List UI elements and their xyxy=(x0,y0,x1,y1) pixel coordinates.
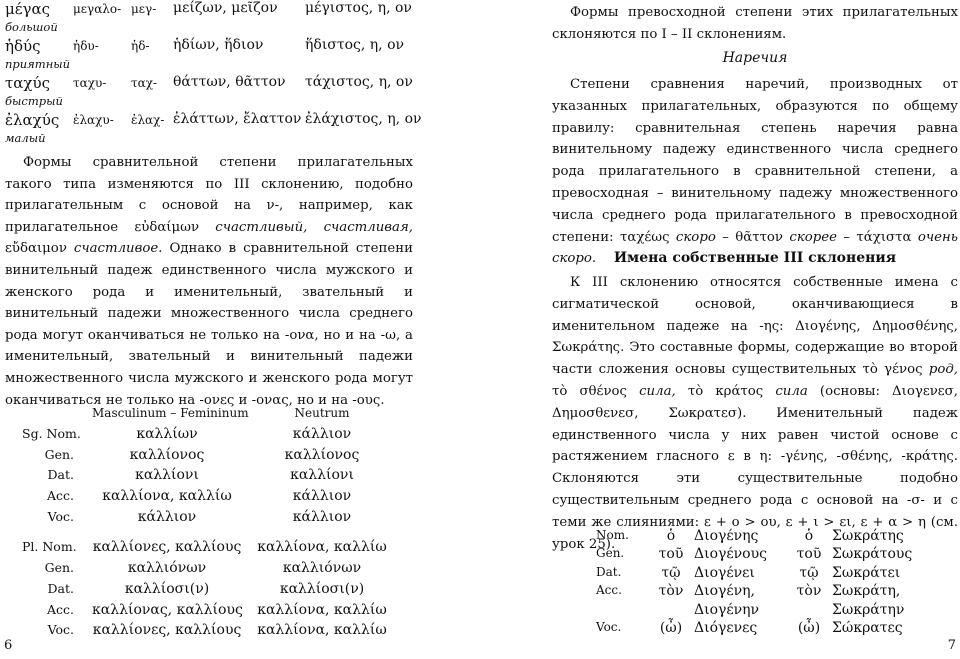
comparative-form: ἡδίων, ἥδιον xyxy=(173,37,264,53)
positive-form: ταχύς xyxy=(5,74,51,92)
case-label: Pl. Nom. xyxy=(22,539,77,555)
header-masculine-feminine: Masculinum – Femininum xyxy=(92,406,249,420)
article: (ὦ) xyxy=(659,619,683,636)
case-label: Gen. xyxy=(44,446,74,462)
comparison-table xyxy=(5,0,465,148)
declension-header xyxy=(22,404,462,426)
superlative-form: ἥδιστος, η, ον xyxy=(305,37,405,53)
declension-row xyxy=(22,602,462,623)
paragraph-italic: скоро xyxy=(675,229,716,245)
paragraph-text: Степени сравнения наречий, производных от указанных прилагательных, образуются по общему правилу: сравнительная степень наречия равна винительному падежу единственного числа среднего рода прилагательного в сравнительной степени, а превосходная – винительному падежу множественного числа среднего рода прилагательного в превосходной степени: ταχέως xyxy=(552,77,958,245)
superlative-form: μέγιστος, η, ον xyxy=(305,0,412,16)
paragraph-text: τὸ κράτος xyxy=(675,383,776,399)
case-label: Voc. xyxy=(47,508,74,524)
superlative-intro xyxy=(552,2,958,46)
stem-superlative: ἡδ- xyxy=(131,39,150,53)
form-n: καλλίονα, καλλίω xyxy=(257,601,387,618)
declension-row xyxy=(22,581,462,602)
form-mf: καλλιόνων xyxy=(127,560,207,577)
form-n: καλλιόνων xyxy=(282,560,362,577)
form-mf: καλλίονος xyxy=(129,446,205,463)
adverbs-paragraph xyxy=(552,74,958,270)
diogenes-form: Διογένει xyxy=(694,564,755,581)
paragraph-italic: счастливое. xyxy=(73,241,163,257)
stem-comparative: ἐλαχυ- xyxy=(73,113,114,127)
article: τοῦ xyxy=(796,546,822,563)
case-label: Dat. xyxy=(47,467,74,483)
paragraph-text: К III склонению относятся собственные имена с сигматической основой, оканчивающиеся в именительном падеже на -ης: Διογένης, Δημοσθένης, Σωκράτης. Это составные формы, содержащие во второй части сложения основы существительных τὸ γένος xyxy=(552,275,958,378)
form-mf: καλλίονα, καλλίω xyxy=(102,488,232,505)
stem-comparative: ταχυ- xyxy=(73,76,107,90)
diogenes-form: Διογένης xyxy=(694,528,759,544)
form-n: καλλίονα, καλλίω xyxy=(257,539,387,556)
proper-names-heading: Имена собственные III склонения xyxy=(613,250,897,266)
form-n: καλλίοσι(ν) xyxy=(279,580,365,597)
form-n: κάλλιον xyxy=(292,508,352,525)
comparative-form: μείζων, μεῖζον xyxy=(173,0,278,16)
superlative-form: ἐλάχιστος, η, ον xyxy=(305,111,422,127)
case-label: Gen. xyxy=(596,546,625,561)
declension-row xyxy=(22,539,462,560)
paragraph-text: Формы сравнительной степени прилагательных такого типа изменяются по III склонению, подобно прилагательным с основой на ν-, например, как прилагательное εὐδαίμων xyxy=(5,155,413,235)
paragraph-italic: сила, xyxy=(639,383,676,399)
form-n: καλλίονα, καλλίω xyxy=(257,622,387,639)
case-label: Dat. xyxy=(596,564,622,579)
form-n: καλλίονι xyxy=(290,467,354,484)
names-row xyxy=(596,546,916,564)
article: (ὦ) xyxy=(797,619,821,636)
socrates-form: Σωκράτην xyxy=(832,601,905,618)
paragraph-italic: сила xyxy=(775,383,808,399)
paragraph-text: – θᾶττον xyxy=(715,229,790,245)
paragraph-italic: счастливый, счастливая, xyxy=(215,219,413,235)
diogenes-form: Διογένους xyxy=(694,546,767,563)
article: τοῦ xyxy=(658,546,684,563)
comparative-declension-paragraph xyxy=(5,152,413,411)
diogenes-form: Διογένη, xyxy=(694,583,755,600)
stem-comparative: μεγαλο- xyxy=(73,2,122,16)
declension-row xyxy=(22,509,462,530)
declension-row xyxy=(22,447,462,468)
diogenes-form: Διογένην xyxy=(694,601,760,618)
meaning: быстрый xyxy=(5,94,63,108)
positive-form: μέγας xyxy=(5,0,51,18)
comparative-form: ἐλάττων, ἔλαττον xyxy=(173,111,302,127)
case-label: Nom. xyxy=(596,528,629,542)
stem-superlative: μεγ- xyxy=(131,2,157,16)
case-label: Acc. xyxy=(596,583,622,598)
positive-form: ἡδύς xyxy=(5,37,41,55)
form-mf: καλλίονι xyxy=(135,467,199,484)
names-row xyxy=(596,602,916,620)
form-mf: κάλλιον xyxy=(137,508,197,525)
stem-superlative: ταχ- xyxy=(131,76,158,90)
names-row xyxy=(596,528,916,546)
form-n: κάλλιον xyxy=(292,426,352,442)
article: τῷ xyxy=(661,564,681,581)
page-number-right: 7 xyxy=(947,638,956,653)
socrates-form: Σωκράτης xyxy=(832,528,904,544)
paragraph-italic: очень скоро. xyxy=(552,229,958,267)
superlative-form: τάχιστος, η, ον xyxy=(305,74,413,90)
declension-row xyxy=(22,488,462,509)
case-label: Acc. xyxy=(46,601,74,617)
paragraph-text: τὸ σθένος xyxy=(552,383,640,399)
meaning: приятный xyxy=(5,57,71,71)
case-label: Voc. xyxy=(47,622,74,638)
proper-names-paragraph xyxy=(552,272,958,555)
paragraph-italic: скорее xyxy=(789,229,838,245)
socrates-form: Σώκρατες xyxy=(832,619,903,636)
form-mf: καλλίονας, καλλίους xyxy=(92,601,243,618)
comparison-row xyxy=(5,111,465,148)
case-label: Sg. Nom. xyxy=(22,426,81,441)
form-mf: καλλίονες, καλλίους xyxy=(92,539,242,556)
meaning: малый xyxy=(5,131,46,145)
declension-row xyxy=(22,426,462,447)
names-row xyxy=(596,620,916,638)
meaning: большой xyxy=(5,20,58,34)
intro-text: Формы превосходной степени этих прилагательных склоняются по I – II склонениям. xyxy=(552,5,958,42)
paragraph-text: εὔδαιμον xyxy=(5,241,74,257)
article: ὁ xyxy=(804,528,814,544)
form-mf: καλλίων xyxy=(136,426,198,442)
socrates-form: Σωκράτους xyxy=(832,546,913,563)
header-neuter: Neutrum xyxy=(294,406,350,420)
case-label: Acc. xyxy=(46,488,74,504)
form-n: καλλίονος xyxy=(284,446,360,463)
article: τὸν xyxy=(658,583,684,600)
case-label: Gen. xyxy=(44,560,74,576)
declension-table xyxy=(22,404,462,643)
comparison-row xyxy=(5,74,465,111)
case-label: Voc. xyxy=(596,619,622,634)
stem-superlative: ἐλαχ- xyxy=(131,113,165,127)
diogenes-form: Διόγενες xyxy=(694,619,758,636)
paragraph-text: (основы: Διογενεσ, Δημοσθενεσ, Σωκρατεσ). Именительный падеж единственного числа у них равен чистой основе с растяжением гласного ε в η: -γένης, -σθένης, -κράτης. Склоняются эти существительные подобно существительным среднего рода с основой на -σ- и с теми же слияниями: ε + ο > ου, ε + ι > ει, ε + α > η (см. урок 25). xyxy=(552,383,958,552)
paragraph-text: Однако в сравнительной степени винительный падеж единственного числа мужского и женского рода и именительный, звательный и винительный падежи множественного числа среднего рода могут оканчиваться не только на -ονα, но и на -ω, а именительный, звательный и винительный падежи множественного числа мужского и женского рода могут оканчиваться не только на -ονες и -ονας, но и на -ους. xyxy=(5,241,413,408)
proper-names-table xyxy=(596,528,916,638)
socrates-form: Σωκράτει xyxy=(832,564,901,581)
comparative-form: θάττων, θᾶττον xyxy=(173,74,286,90)
paragraph-text: – τάχιστα xyxy=(837,229,918,245)
form-n: κάλλιον xyxy=(292,488,352,505)
article: ὁ xyxy=(666,528,676,544)
names-row xyxy=(596,565,916,583)
comparison-row xyxy=(5,37,465,74)
declension-row xyxy=(22,467,462,488)
article: τῷ xyxy=(799,564,819,581)
page-number-left: 6 xyxy=(4,638,13,653)
form-mf: καλλίοσι(ν) xyxy=(124,580,210,597)
declension-row xyxy=(22,622,462,643)
positive-form: ἐλαχύς xyxy=(5,111,60,129)
article: τὸν xyxy=(796,583,822,600)
declension-row xyxy=(22,560,462,581)
adverbs-heading: Наречия xyxy=(722,50,788,66)
case-label: Dat. xyxy=(47,580,74,596)
form-mf: καλλίονες, καλλίους xyxy=(92,622,242,639)
paragraph-italic: род, xyxy=(928,362,958,378)
socrates-form: Σωκράτη, xyxy=(832,583,901,600)
comparison-row xyxy=(5,0,465,37)
names-row xyxy=(596,583,916,601)
stem-comparative: ἡδυ- xyxy=(73,39,99,53)
